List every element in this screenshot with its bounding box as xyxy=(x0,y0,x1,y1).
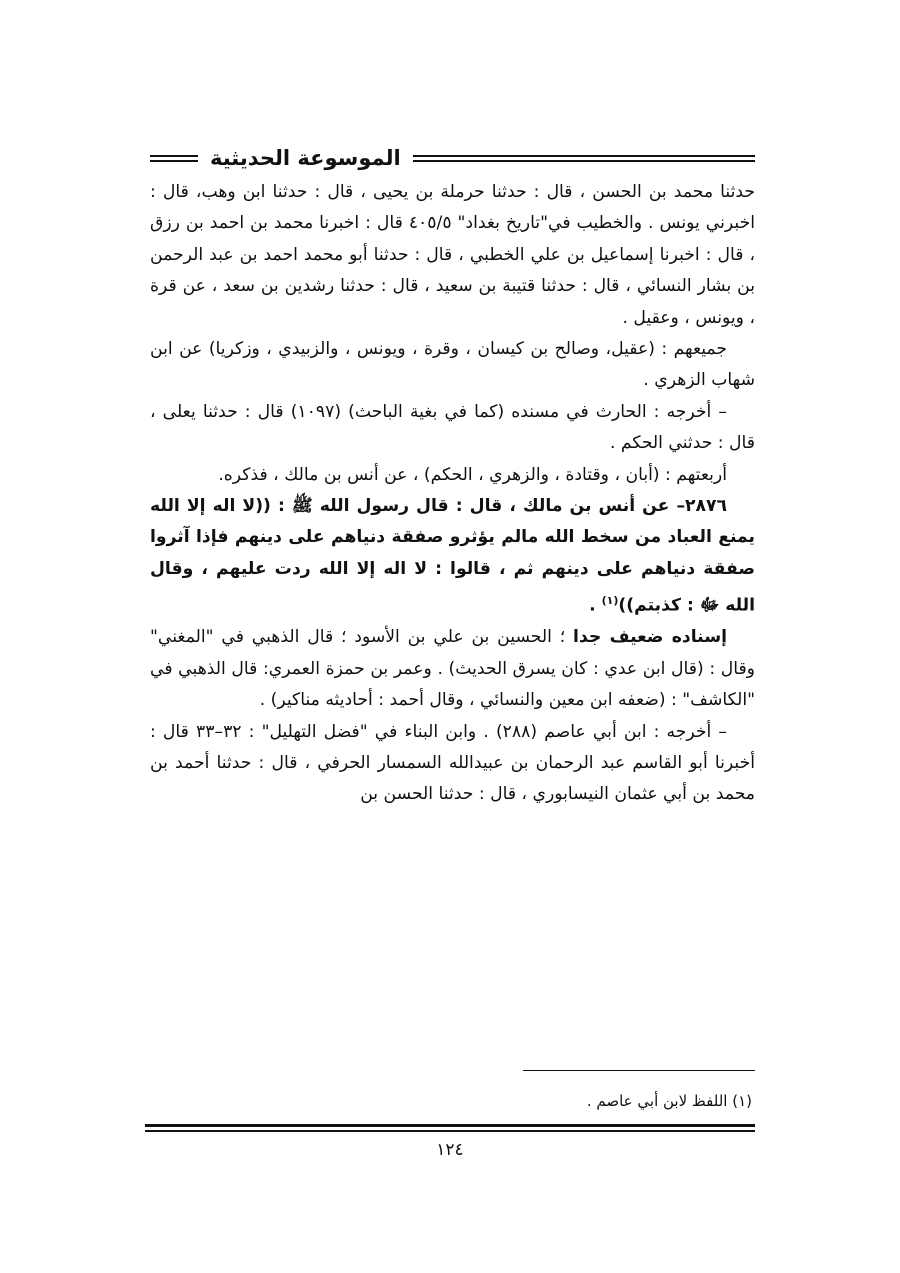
header-title: الموسوعة الحديثية xyxy=(210,146,401,170)
hadith-paragraph xyxy=(150,491,755,622)
footnote-divider xyxy=(523,1070,755,1071)
paragraph-takhrij-2: – أخرجه : ابن أبي عاصم (٢٨٨) . وابن البناء في "فضل التهليل" : ٣٢–٣٣ قال : أخبرنا أبو القاسم عبد الرحمان بن عبيدالله السمسار الحرفي ، قال : حدثنا أحمد بن محمد بن أبي عثمان النيسابوري ، قال : حدثنا الحسن بن xyxy=(150,721,755,805)
hadith-text: عن أنس بن مالك ، قال : قال رسول الله ﷺ : ((لا اله إلا الله يمنع العباد من سخط الله مالم يؤثرو صفقة دنياهم على دينهم فإذا آثروا صفقة دنياهم على دينهم ثم ، قالوا : لا اله إلا الله ردت عليهم ، وقال الله ﷻ : كذبتم)) xyxy=(150,496,755,617)
paragraph-chain-2: جميعهم : (عقيل، وصالح بن كيسان ، وقرة ، ويونس ، والزبيدي ، وزكريا) عن ابن شهاب الزهري . xyxy=(150,339,755,391)
paragraph-summary: أربعتهم : (أبان ، وقتادة ، والزهري ، الحكم) ، عن أنس بن مالك ، فذكره. xyxy=(218,464,727,485)
page-body xyxy=(150,177,755,811)
footnote-reference: (١) xyxy=(601,594,619,608)
header-rule-long xyxy=(413,155,755,162)
grading-label: إسناده ضعيف جدا xyxy=(573,627,727,648)
running-header xyxy=(150,138,755,178)
footnote: (١) اللفظ لابن أبي عاصم . xyxy=(586,1092,752,1110)
grading-text: ؛ الحسين بن علي بن الأسود ؛ قال الذهبي في "المغني" وقال : (قال ابن عدي : كان يسرق الحديث) . وعمر بن حمزة العمري: قال الذهبي في "الكاشف" : (ضعفه ابن معين والنسائي ، وقال أحمد : أحاديثه مناكير) . xyxy=(150,627,755,711)
hadith-end: . xyxy=(589,596,602,617)
paragraph-takhrij-1: – أخرجه : الحارث في مسنده (كما في بغية الباحث) (١٠٩٧) قال : حدثنا يعلى ، قال : حدثني الحكم . xyxy=(150,401,755,454)
page-number: ١٢٤ xyxy=(436,1140,464,1160)
footer-rule xyxy=(145,1124,755,1132)
header-rule-short xyxy=(150,155,198,162)
hadith-number: ٢٨٧٦– xyxy=(676,496,727,517)
paragraph-chain-1: حدثنا محمد بن الحسن ، قال : حدثنا حرملة بن يحيى ، قال : حدثنا ابن وهب، قال : اخبرني يونس . والخطيب في"تاريخ بغداد" ٤٠٥/٥ قال : اخبرنا محمد بن احمد بن رزق ، قال : اخبرنا إسماعيل بن علي الخطبي ، قال : حدثنا أبو محمد احمد بن عبد الرحمن بن بشار النسائي ، قال : حدثنا قتيبة بن سعيد ، قال : حدثنا رشدين بن سعد ، عن قرة ، ويونس ، وعقيل . xyxy=(150,182,755,328)
paragraph-grading xyxy=(150,622,755,716)
